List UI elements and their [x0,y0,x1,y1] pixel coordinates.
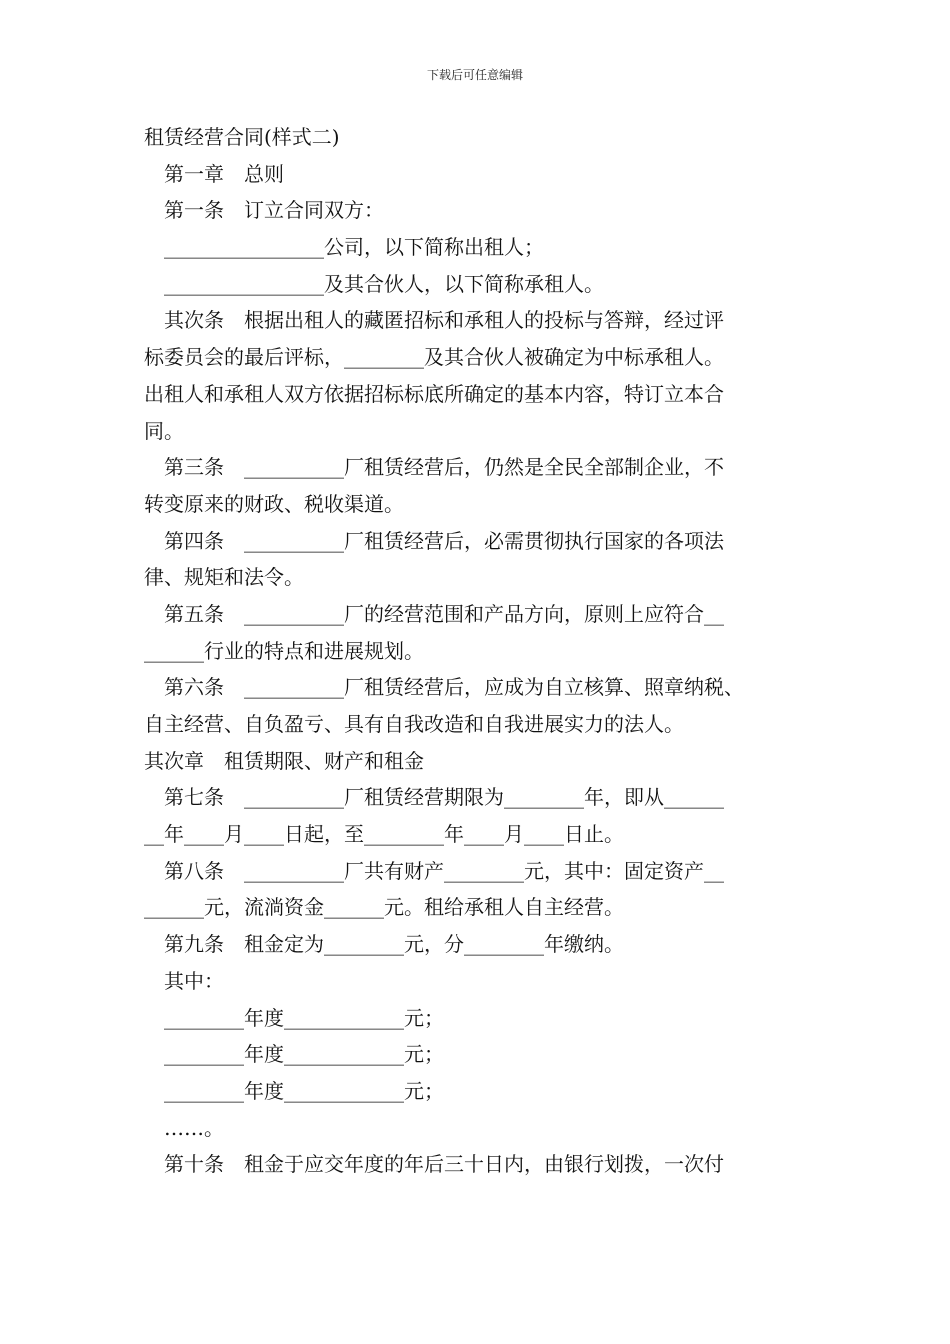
contract-body [144,119,834,1183]
header-note: 下载后可任意编辑 [426,68,523,82]
text-line: ________年度____________元； [164,1078,444,1103]
text-line: ________年度____________元； [164,1005,444,1030]
text-line: 第三条 __________厂租赁经营后，仍然是全民全部制企业，不 [164,455,724,480]
text-line: 第一条 订立合同双方： [164,198,384,223]
text-line: 出租人和承租人双方依据招标标底所确定的基本内容，特订立本合 [144,381,724,406]
text-line: 标委员会的最后评标，________及其合伙人被确定为中标承租人。 [144,345,724,370]
text-line: 第九条 租金定为________元，分________年缴纳。 [164,932,624,957]
text-line: ______元，流淌资金______元。租给承租人自主经营。 [144,895,624,920]
text-line: 第七条 __________厂租赁经营期限为________年，即从______ [164,785,724,810]
text-line: ________年度____________元； [164,1042,444,1067]
text-line: 转变原来的财政、税收渠道。 [144,491,404,516]
document-title: 租赁经营合同(样式二) [144,125,340,149]
text-line: 第十条 租金于应交年度的年后三十日内，由银行划拨，一次付 [164,1152,724,1177]
text-line: __年____月____日起，至________年____月____日止。 [144,822,624,847]
text-line: ……。 [164,1115,224,1140]
text-line: ______行业的特点和进展规划。 [144,638,424,663]
text-line: 其次条 根据出租人的藏匿招标和承租人的投标与答辩，经过评 [164,308,724,333]
text-line: 其中： [164,968,224,993]
text-line: ________________及其合伙人，以下简称承租人。 [164,271,604,296]
text-line: 第六条 __________厂租赁经营后，应成为自立核算、照章纳税、 [164,675,744,700]
text-line: 自主经营、自负盈亏、具有自我改造和自我进展实力的法人。 [144,712,684,736]
text-line: 第五条 __________厂的经营范围和产品方向，原则上应符合__ [164,601,724,626]
text-line: 律、规矩和法令。 [144,565,304,590]
text-line: 同。 [144,418,184,443]
text-line: ________________公司，以下简称出租人； [164,235,544,260]
text-line: 其次章 租赁期限、财产和租金 [144,748,424,773]
text-line: 第一章 总则 [164,161,284,186]
text-line: 第四条 __________厂租赁经营后，必需贯彻执行国家的各项法 [164,528,724,553]
text-line: 第八条 __________厂共有财产________元，其中：固定资产__ [164,858,724,883]
